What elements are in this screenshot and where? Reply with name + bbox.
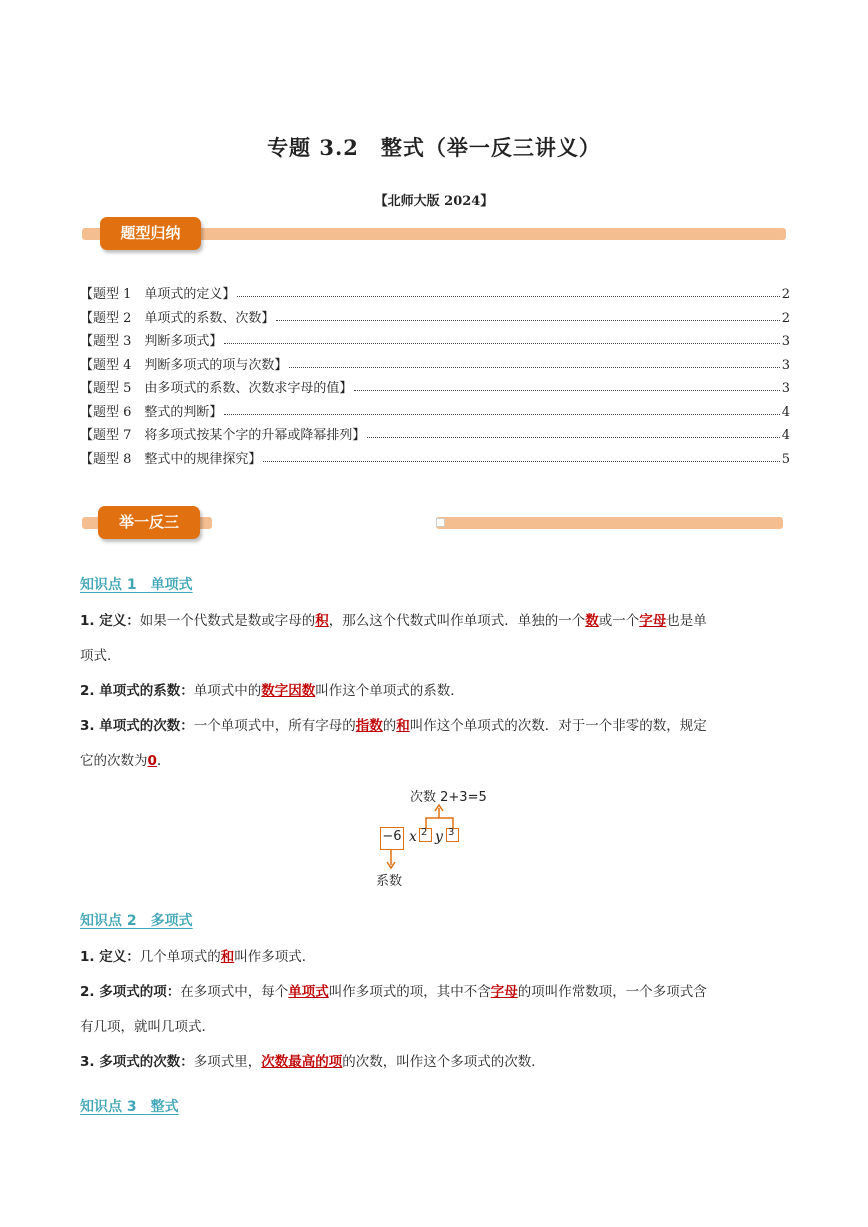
kp1-deg-text: 一个单项式中，所有字母的 bbox=[193, 718, 356, 734]
kp2-deg-highlight: 次数最高的项 bbox=[261, 1054, 343, 1070]
toc-entry-label: 【题型 3 判断多项式】 bbox=[80, 334, 223, 349]
toc-entry-page: 3 bbox=[781, 357, 790, 373]
toc-leader-dots bbox=[276, 320, 779, 321]
kp1-heading: 知识点 1 单项式 bbox=[80, 577, 193, 593]
kp1-def-text: 也是单 bbox=[666, 613, 707, 629]
kp2-term-text: 叫作多项式的项，其中不含 bbox=[328, 984, 491, 1000]
kp2-heading: 知识点 2 多项式 bbox=[80, 913, 193, 929]
kp1-deg-key: 3. 单项式的次数： bbox=[80, 718, 194, 734]
kp2-deg-text: 的次数，叫作这个多项式的次数． bbox=[342, 1054, 545, 1070]
toc-entry-label: 【题型 7 将多项式按某个字的升幂或降幂排列】 bbox=[80, 428, 366, 443]
kp1-coef-text: 单项式中的 bbox=[193, 683, 262, 699]
toc-entry[interactable] bbox=[80, 280, 790, 302]
toc-entry-page: 2 bbox=[781, 287, 790, 302]
kp1-deg-highlight-zero: 0 bbox=[147, 753, 157, 769]
coef-label: 系数 bbox=[376, 874, 403, 889]
kp2-def-text: 几个单项式的 bbox=[139, 949, 221, 965]
kp1-definition bbox=[80, 604, 790, 674]
toc-entry-label: 【题型 6 整式的判断】 bbox=[80, 404, 223, 420]
var-x: x bbox=[409, 829, 417, 845]
kp2-term-key: 2. 多项式的项： bbox=[80, 984, 181, 1000]
toc-entry-label: 【题型 2 单项式的系数、次数】 bbox=[80, 310, 275, 326]
toc-entry-label: 【题型 4 判断多项式的项与次数】 bbox=[80, 357, 288, 373]
toc-leader-dots bbox=[289, 367, 779, 368]
exp-y: 3 bbox=[448, 827, 455, 838]
kp2-degree bbox=[80, 1045, 790, 1080]
coef-value: −6 bbox=[382, 829, 402, 844]
page-title: 专题 3.2 整式（举一反三讲义） bbox=[267, 135, 601, 160]
toc-entry[interactable] bbox=[80, 351, 790, 373]
kp1-def-text: 或一个 bbox=[598, 613, 640, 629]
kp1-degree bbox=[80, 709, 790, 779]
toc-leader-dots bbox=[263, 461, 779, 462]
kp1-def-text: 如果一个代数式是数或字母的 bbox=[139, 613, 316, 629]
degree-label: 次数 2+3=5 bbox=[410, 790, 487, 805]
toc-entry-page: 2 bbox=[781, 310, 790, 326]
toc-entry[interactable] bbox=[80, 421, 790, 443]
kp2-def-key: 1. 定义： bbox=[80, 949, 140, 965]
section-band-practice-right bbox=[436, 517, 783, 529]
kp1-deg-text: . bbox=[156, 753, 162, 769]
toc-leader-dots bbox=[237, 296, 779, 297]
kp2-term-highlight-letter: 字母 bbox=[490, 984, 518, 1000]
toc-entry-label: 【题型 1 单项式的定义】 bbox=[80, 287, 236, 302]
kp2-term-text: 在多项式中，每个 bbox=[180, 984, 289, 1000]
section-tag-practice: 举一反三 bbox=[98, 506, 200, 539]
toc-entry[interactable] bbox=[80, 445, 790, 467]
kp1-def-key: 1. 定义： bbox=[80, 613, 140, 629]
section-tag-types: 题型归纳 bbox=[100, 217, 201, 250]
kp1-deg-text: 的 bbox=[382, 718, 397, 734]
kp2-deg-text: 多项式里， bbox=[193, 1054, 262, 1070]
toc-entry-page: 3 bbox=[781, 381, 790, 396]
kp1-def-highlight-product: 积 bbox=[315, 613, 329, 629]
toc-entry[interactable] bbox=[80, 374, 790, 396]
toc-entry-page: 4 bbox=[781, 428, 790, 443]
exp-x: 2 bbox=[421, 827, 428, 838]
kp2-definition bbox=[80, 940, 790, 975]
kp2-term-highlight-monomial: 单项式 bbox=[288, 984, 329, 1000]
kp3-heading: 知识点 3 整式 bbox=[80, 1099, 179, 1115]
kp1-deg-highlight-sum: 和 bbox=[396, 718, 410, 734]
toc-entry-page: 4 bbox=[781, 404, 790, 420]
toc-entry-page: 5 bbox=[781, 451, 790, 467]
edition-label: 【北师大版 2024】 bbox=[374, 194, 494, 209]
band-square-marker bbox=[436, 518, 445, 527]
toc-entry[interactable] bbox=[80, 304, 790, 326]
toc-entry[interactable] bbox=[80, 398, 790, 420]
toc-leader-dots bbox=[224, 414, 779, 415]
kp1-deg-text: 它的次数为 bbox=[80, 753, 148, 769]
toc-entry[interactable] bbox=[80, 327, 790, 349]
monomial-diagram bbox=[360, 780, 520, 890]
kp1-deg-text: 叫作这个单项式的次数．对于一个非零的数，规定 bbox=[409, 718, 707, 734]
kp1-def-highlight-number: 数 bbox=[585, 613, 599, 629]
var-y: y bbox=[435, 829, 443, 845]
toc-entry-label: 【题型 8 整式中的规律探究】 bbox=[80, 451, 262, 467]
toc-leader-dots bbox=[367, 437, 779, 438]
kp1-deg-highlight-exponent: 指数 bbox=[355, 718, 383, 734]
kp2-def-highlight-sum: 和 bbox=[220, 949, 235, 965]
kp2-term-text: 有几项，就叫几项式． bbox=[80, 1019, 215, 1035]
toc-leader-dots bbox=[224, 343, 779, 344]
kp1-def-text: ，那么这个代数式叫作单项式．单独的一个 bbox=[328, 613, 586, 629]
kp1-def-text: 项式． bbox=[80, 648, 121, 664]
kp1-def-highlight-letter: 字母 bbox=[639, 613, 667, 629]
toc-leader-dots bbox=[354, 390, 779, 391]
toc-entry-page: 3 bbox=[781, 334, 790, 349]
kp1-coef-highlight: 数字因数 bbox=[261, 683, 316, 699]
kp2-terms bbox=[80, 975, 790, 1045]
kp2-def-text: 叫作多项式． bbox=[234, 949, 316, 965]
kp1-coef-text: 叫作这个单项式的系数． bbox=[315, 683, 464, 699]
kp1-coefficient bbox=[80, 674, 790, 709]
kp2-term-text: 的项叫作常数项，一个多项式含 bbox=[517, 984, 707, 1000]
toc-entry-label: 【题型 5 由多项式的系数、次数求字母的值】 bbox=[80, 381, 353, 396]
kp2-deg-key: 3. 多项式的次数： bbox=[80, 1054, 194, 1070]
kp1-coef-key: 2. 单项式的系数： bbox=[80, 683, 194, 699]
